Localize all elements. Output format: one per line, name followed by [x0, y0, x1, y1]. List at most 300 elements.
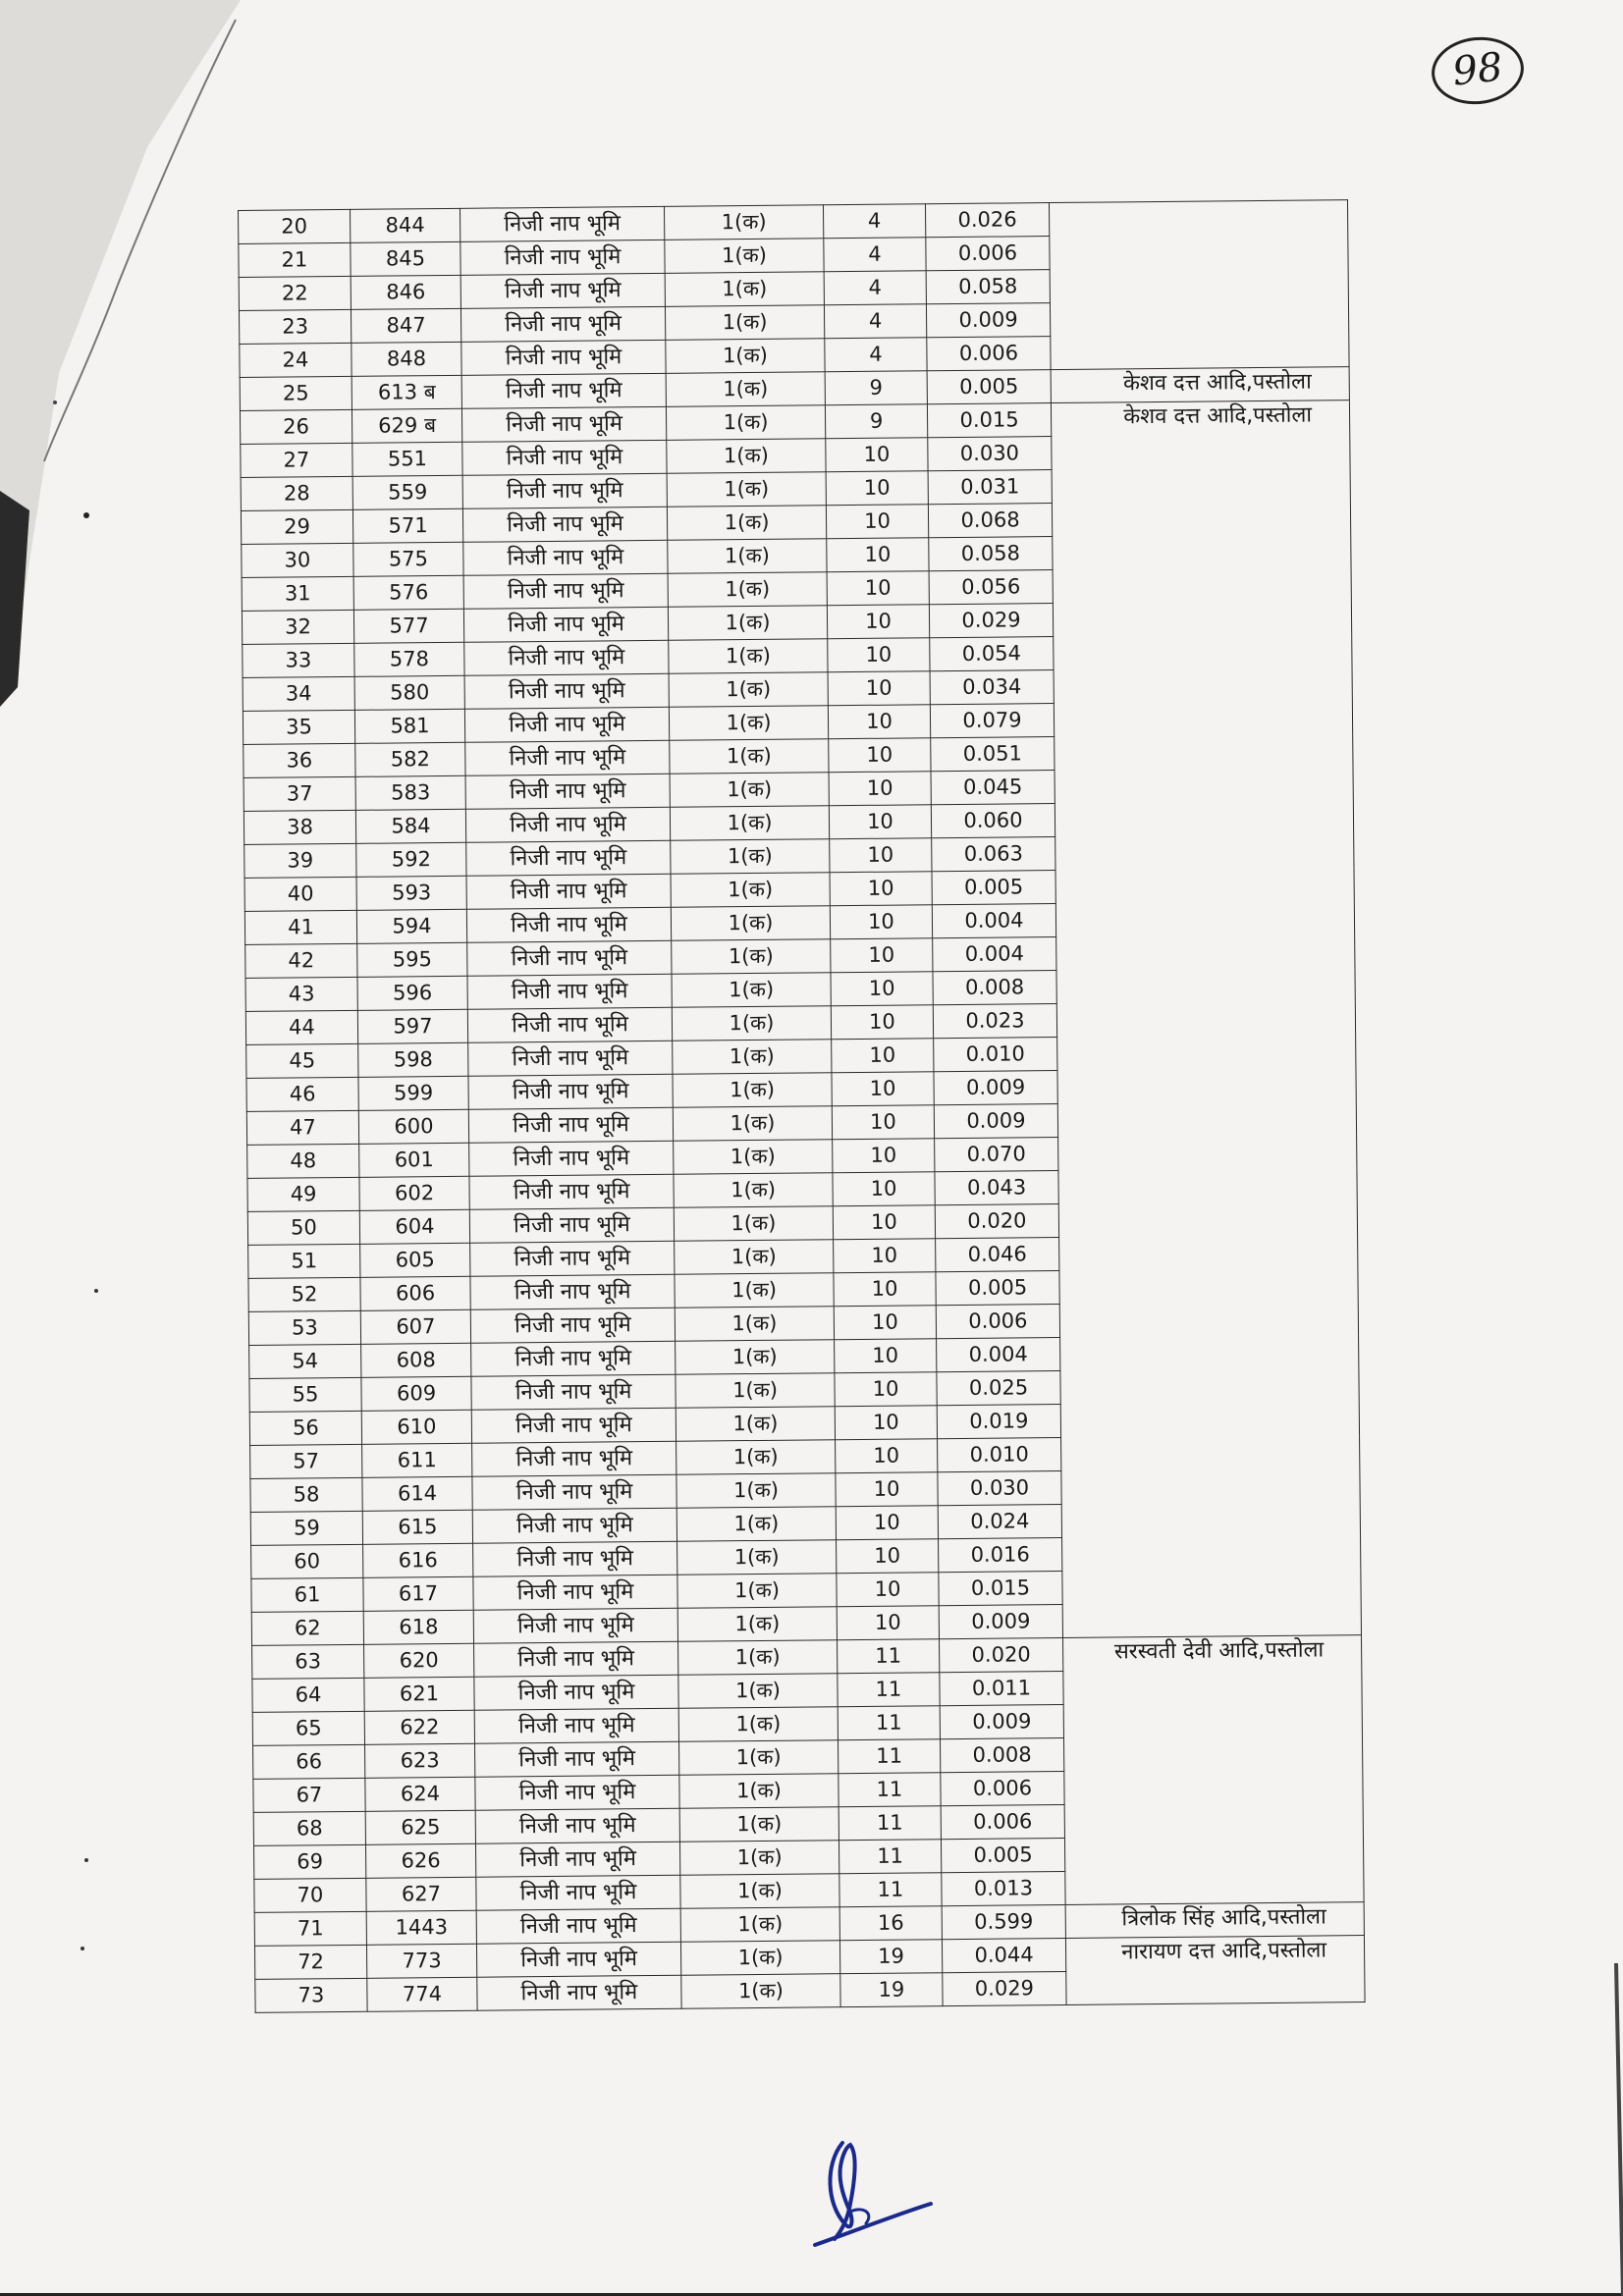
land-type-cell: निजी नाप भूमि — [468, 1107, 673, 1143]
part-cell: 10 — [826, 471, 928, 506]
class-cell: 1(क) — [667, 472, 826, 507]
plot-number-cell: 607 — [360, 1309, 470, 1344]
class-cell: 1(क) — [677, 1574, 837, 1609]
class-cell: 1(क) — [676, 1507, 836, 1542]
class-cell: 1(क) — [673, 1106, 832, 1142]
land-type-cell: निजी नाप भूमि — [461, 373, 666, 408]
part-cell: 10 — [835, 1406, 937, 1440]
part-cell: 19 — [840, 1973, 943, 2007]
area-cell: 0.023 — [933, 1004, 1056, 1039]
area-cell: 0.016 — [939, 1538, 1062, 1573]
area-cell: 0.051 — [931, 737, 1055, 772]
class-cell: 1(क) — [679, 1807, 839, 1842]
land-type-cell: निजी नाप भूमि — [471, 1408, 676, 1443]
plot-number-cell: 580 — [354, 675, 464, 710]
serial-cell: 70 — [254, 1878, 366, 1912]
plot-number-cell: 602 — [359, 1176, 469, 1210]
plot-number-cell: 604 — [359, 1209, 469, 1244]
serial-cell: 21 — [239, 242, 351, 277]
area-cell: 0.013 — [942, 1871, 1065, 1905]
class-cell: 1(क) — [668, 539, 827, 574]
serial-cell: 22 — [239, 276, 351, 310]
serial-cell: 73 — [255, 1978, 367, 2012]
area-cell: 0.026 — [925, 203, 1049, 238]
area-cell: 0.005 — [936, 1271, 1059, 1306]
area-cell: 0.056 — [929, 570, 1053, 605]
part-cell: 10 — [827, 538, 929, 572]
area-cell: 0.005 — [941, 1838, 1064, 1872]
serial-cell: 48 — [247, 1144, 359, 1178]
serial-cell: 51 — [248, 1244, 360, 1278]
serial-cell: 59 — [250, 1511, 362, 1545]
area-cell: 0.008 — [940, 1737, 1063, 1772]
serial-cell: 53 — [248, 1310, 360, 1345]
plot-number-cell: 599 — [358, 1076, 468, 1110]
plot-number-cell: 610 — [361, 1410, 471, 1444]
class-cell: 1(क) — [678, 1707, 838, 1742]
area-cell: 0.030 — [928, 437, 1052, 471]
serial-cell: 71 — [254, 1911, 366, 1946]
class-cell: 1(क) — [673, 1040, 832, 1075]
class-cell: 1(क) — [671, 906, 830, 941]
class-cell: 1(क) — [673, 1073, 832, 1108]
serial-cell: 37 — [243, 776, 355, 811]
serial-cell: 44 — [245, 1010, 357, 1044]
land-type-cell: निजी नाप भूमि — [463, 573, 668, 609]
class-cell: 1(क) — [677, 1540, 837, 1575]
serial-cell: 56 — [249, 1411, 361, 1445]
part-cell: 4 — [824, 238, 926, 272]
land-type-cell: निजी नाप भूमि — [475, 1808, 679, 1843]
class-cell: 1(क) — [676, 1407, 835, 1442]
land-type-cell: निजी नाप भूमि — [464, 673, 669, 709]
part-cell: 4 — [825, 338, 927, 372]
class-cell: 1(क) — [676, 1373, 835, 1409]
land-type-cell: निजी नाप भूमि — [461, 340, 666, 375]
class-cell: 1(क) — [676, 1440, 836, 1475]
plot-number-cell: 598 — [358, 1042, 468, 1077]
class-cell: 1(क) — [667, 506, 826, 541]
land-type-cell: निजी नाप भूमि — [471, 1341, 676, 1376]
plot-number-cell: 1443 — [366, 1910, 476, 1945]
plot-number-cell: 618 — [363, 1610, 473, 1644]
part-cell: 10 — [833, 1139, 935, 1173]
part-cell: 10 — [828, 671, 930, 706]
land-type-cell: निजी नाप भूमि — [460, 240, 665, 275]
class-cell: 1(क) — [675, 1307, 834, 1342]
part-cell: 11 — [839, 1840, 941, 1874]
class-cell: 1(क) — [675, 1240, 834, 1275]
land-type-cell: निजी नाप भूमि — [460, 273, 665, 308]
part-cell: 10 — [829, 772, 931, 806]
part-cell: 10 — [832, 1105, 934, 1140]
class-cell: 1(क) — [671, 839, 830, 875]
land-type-cell: निजी नाप भूमि — [474, 1675, 678, 1710]
serial-cell: 20 — [239, 209, 351, 243]
part-cell: 10 — [836, 1472, 938, 1507]
land-record-table — [238, 199, 1366, 2013]
serial-cell: 50 — [247, 1210, 359, 1245]
class-cell: 1(क) — [680, 1874, 839, 1909]
land-type-cell: निजी नाप भूमि — [464, 640, 669, 675]
signature — [805, 2125, 943, 2253]
class-cell: 1(क) — [680, 1941, 839, 1976]
part-cell: 9 — [825, 371, 927, 405]
land-type-cell: निजी नाप भूमि — [476, 1875, 680, 1910]
part-cell: 11 — [839, 1806, 941, 1841]
part-cell: 9 — [825, 404, 927, 439]
class-cell: 1(क) — [678, 1640, 838, 1676]
part-cell: 10 — [834, 1272, 936, 1307]
area-cell: 0.005 — [927, 370, 1051, 404]
plot-number-cell: 629 ब — [352, 408, 461, 443]
part-cell: 10 — [827, 571, 929, 606]
class-cell: 1(क) — [674, 1206, 833, 1242]
land-type-cell: निजी नाप भूमि — [470, 1241, 675, 1276]
serial-cell: 34 — [243, 676, 354, 711]
serial-cell: 41 — [244, 910, 356, 944]
area-cell: 0.006 — [941, 1771, 1064, 1805]
land-record-sheet — [238, 199, 1365, 2098]
area-cell: 0.034 — [930, 670, 1054, 705]
class-cell: 1(क) — [666, 339, 825, 374]
part-cell: 19 — [839, 1940, 942, 1974]
plot-number-cell: 581 — [354, 709, 464, 743]
area-cell: 0.009 — [934, 1071, 1057, 1105]
area-cell: 0.063 — [932, 837, 1055, 872]
serial-cell: 33 — [243, 643, 354, 677]
owner-cell — [1049, 200, 1349, 370]
land-type-cell: निजी नाप भूमि — [476, 1908, 680, 1944]
plot-number-cell: 584 — [355, 809, 465, 843]
area-cell: 0.030 — [938, 1471, 1061, 1506]
land-type-cell: निजी नाप भूमि — [463, 607, 668, 642]
plot-number-cell: 624 — [365, 1777, 475, 1811]
area-cell: 0.025 — [937, 1371, 1060, 1406]
serial-cell: 52 — [248, 1277, 360, 1311]
land-type-cell: निजी नाप भूमि — [460, 306, 665, 342]
plot-number-cell: 614 — [362, 1476, 472, 1511]
class-cell: 1(क) — [669, 706, 828, 741]
serial-cell: 26 — [240, 409, 352, 444]
serial-cell: 35 — [243, 710, 354, 744]
land-type-cell: निजी नाप भूमि — [466, 874, 671, 909]
table-body — [239, 200, 1366, 2013]
serial-cell: 55 — [249, 1377, 361, 1412]
part-cell: 10 — [834, 1306, 936, 1340]
class-cell: 1(क) — [681, 1974, 840, 2009]
area-cell: 0.045 — [931, 771, 1055, 805]
part-cell: 10 — [831, 1005, 933, 1040]
plot-number-cell: 611 — [362, 1443, 472, 1477]
part-cell: 11 — [838, 1673, 940, 1707]
serial-cell: 38 — [243, 810, 355, 844]
area-cell: 0.006 — [927, 337, 1051, 371]
land-type-cell: निजी नाप भूमि — [470, 1308, 675, 1343]
class-cell: 1(क) — [668, 606, 827, 641]
class-cell: 1(क) — [678, 1674, 838, 1709]
plot-number-cell: 620 — [364, 1643, 474, 1678]
class-cell: 1(क) — [672, 1006, 831, 1041]
plot-number-cell: 626 — [365, 1843, 475, 1878]
part-cell: 10 — [835, 1339, 937, 1373]
class-cell: 1(क) — [679, 1841, 839, 1876]
serial-cell: 63 — [252, 1644, 364, 1679]
part-cell: 10 — [830, 905, 932, 939]
part-cell: 10 — [831, 938, 933, 973]
part-cell: 10 — [835, 1372, 937, 1407]
class-cell: 1(क) — [664, 205, 823, 240]
class-cell: 1(क) — [677, 1607, 837, 1642]
area-cell: 0.020 — [935, 1204, 1058, 1239]
plot-number-cell: 774 — [367, 1977, 477, 2011]
page-number: 98 — [1429, 32, 1528, 108]
serial-cell: 46 — [246, 1077, 358, 1111]
part-cell: 10 — [826, 505, 928, 539]
plot-number-cell: 551 — [352, 442, 462, 476]
area-cell: 0.011 — [940, 1671, 1063, 1705]
plot-number-cell: 594 — [356, 909, 466, 943]
area-cell: 0.004 — [933, 937, 1056, 972]
land-type-cell: निजी नाप भूमि — [477, 1975, 681, 2010]
land-type-cell: निजी नाप भूमि — [472, 1441, 676, 1476]
area-cell: 0.004 — [937, 1338, 1060, 1372]
area-cell: 0.009 — [939, 1605, 1062, 1639]
land-type-cell: निजी नाप भूमि — [468, 1074, 673, 1109]
land-type-cell: निजी नाप भूमि — [472, 1474, 676, 1510]
plot-number-cell: 622 — [364, 1710, 474, 1744]
land-type-cell: निजी नाप भूमि — [461, 406, 666, 442]
plot-number-cell: 577 — [353, 609, 463, 643]
area-cell: 0.044 — [942, 1938, 1065, 1972]
serial-cell: 39 — [244, 843, 356, 878]
plot-number-cell: 575 — [353, 542, 463, 576]
class-cell: 1(क) — [680, 1907, 839, 1943]
land-type-cell: निजी नाप भूमि — [474, 1641, 678, 1677]
class-cell: 1(क) — [674, 1140, 833, 1175]
area-cell: 0.599 — [942, 1904, 1065, 1939]
part-cell: 10 — [837, 1573, 939, 1607]
land-type-cell: निजी नाप भूमि — [467, 940, 672, 976]
part-cell: 10 — [829, 805, 931, 839]
plot-number-cell: 623 — [365, 1743, 475, 1778]
area-cell: 0.024 — [938, 1505, 1061, 1539]
owner-cell: नारायण दत्त आदि,पस्तोला — [1065, 1936, 1365, 2005]
area-cell: 0.015 — [939, 1572, 1062, 1606]
serial-cell: 64 — [252, 1678, 364, 1712]
serial-cell: 29 — [241, 509, 352, 544]
class-cell: 1(क) — [666, 372, 825, 407]
part-cell: 10 — [836, 1506, 938, 1540]
part-cell: 10 — [828, 705, 930, 739]
area-cell: 0.043 — [935, 1171, 1058, 1205]
plot-number-cell: 592 — [356, 842, 466, 877]
serial-cell: 49 — [247, 1177, 359, 1211]
land-type-cell: निजी नाप भूमि — [476, 1942, 680, 1977]
land-type-cell: निजी नाप भूमि — [475, 1842, 679, 1877]
land-type-cell: निजी नाप भूमि — [475, 1775, 679, 1810]
part-cell: 10 — [827, 605, 929, 639]
serial-cell: 43 — [245, 977, 357, 1011]
plot-number-cell: 773 — [366, 1944, 476, 1978]
class-cell: 1(क) — [668, 572, 827, 608]
area-cell: 0.010 — [938, 1438, 1061, 1472]
serial-cell: 24 — [240, 343, 352, 377]
plot-number-cell: 595 — [357, 942, 467, 977]
plot-number-cell: 608 — [361, 1343, 471, 1377]
part-cell: 10 — [836, 1439, 938, 1473]
serial-cell: 30 — [242, 543, 353, 577]
part-cell: 10 — [831, 972, 933, 1006]
plot-number-cell: 571 — [352, 508, 462, 543]
plot-number-cell: 613 ब — [352, 375, 461, 409]
part-cell: 10 — [834, 1239, 936, 1273]
part-cell: 11 — [838, 1706, 940, 1740]
plot-number-cell: 845 — [351, 241, 460, 276]
area-cell: 0.008 — [933, 971, 1056, 1005]
area-cell: 0.079 — [930, 704, 1054, 738]
land-type-cell: निजी नाप भूमि — [473, 1541, 677, 1576]
area-cell: 0.006 — [926, 237, 1050, 271]
serial-cell: 32 — [242, 610, 353, 644]
part-cell: 10 — [837, 1539, 939, 1574]
land-type-cell: निजी नाप भूमि — [466, 840, 671, 876]
plot-number-cell: 616 — [363, 1543, 473, 1577]
serial-cell: 28 — [241, 476, 352, 510]
part-cell: 10 — [833, 1205, 935, 1240]
part-cell: 10 — [828, 638, 930, 672]
plot-number-cell: 627 — [366, 1877, 476, 1911]
land-type-cell: निजी नाप भूमि — [475, 1741, 679, 1777]
serial-cell: 62 — [251, 1611, 363, 1645]
area-cell: 0.060 — [931, 804, 1055, 838]
area-cell: 0.009 — [926, 303, 1050, 338]
class-cell: 1(क) — [665, 305, 824, 341]
serial-cell: 31 — [242, 576, 353, 611]
plot-number-cell: 617 — [363, 1576, 473, 1611]
area-cell: 0.068 — [928, 504, 1052, 538]
area-cell: 0.058 — [929, 537, 1053, 571]
class-cell: 1(क) — [678, 1740, 838, 1776]
serial-cell: 47 — [246, 1110, 358, 1145]
plot-number-cell: 600 — [358, 1109, 468, 1144]
land-type-cell: निजी नाप भूमि — [462, 473, 667, 508]
land-type-cell: निजी नाप भूमि — [465, 774, 670, 809]
class-cell: 1(क) — [670, 773, 829, 808]
class-cell: 1(क) — [676, 1473, 836, 1509]
part-cell: 11 — [839, 1773, 941, 1807]
part-cell: 11 — [838, 1639, 940, 1674]
plot-number-cell: 583 — [355, 775, 465, 810]
part-cell: 11 — [839, 1873, 942, 1907]
land-type-cell: निजी नाप भूमि — [467, 1007, 672, 1042]
land-type-cell: निजी नाप भूमि — [472, 1508, 676, 1543]
serial-cell: 54 — [249, 1344, 361, 1378]
serial-cell: 25 — [240, 376, 352, 410]
plot-number-cell: 621 — [364, 1677, 474, 1711]
serial-cell: 60 — [251, 1544, 363, 1578]
land-type-cell: निजी नाप भूमि — [473, 1608, 677, 1643]
serial-cell: 27 — [241, 443, 352, 477]
land-type-cell: निजी नाप भूमि — [468, 1041, 673, 1076]
area-cell: 0.029 — [929, 604, 1053, 638]
land-type-cell: निजी नाप भूमि — [460, 206, 664, 241]
plot-number-cell: 847 — [351, 308, 460, 343]
area-cell: 0.009 — [940, 1704, 1063, 1738]
serial-cell: 72 — [254, 1945, 366, 1979]
plot-number-cell: 625 — [365, 1810, 475, 1844]
area-cell: 0.020 — [940, 1637, 1063, 1672]
plot-number-cell: 605 — [360, 1243, 470, 1277]
area-cell: 0.029 — [943, 1971, 1066, 2005]
area-cell: 0.009 — [934, 1104, 1057, 1139]
serial-cell: 69 — [253, 1844, 365, 1879]
class-cell: 1(क) — [669, 672, 828, 708]
class-cell: 1(क) — [674, 1173, 833, 1208]
area-cell: 0.005 — [932, 871, 1055, 905]
area-cell: 0.046 — [936, 1238, 1059, 1272]
serial-cell: 65 — [252, 1711, 364, 1745]
class-cell: 1(क) — [672, 939, 831, 975]
plot-number-cell: 848 — [352, 342, 461, 376]
class-cell: 1(क) — [665, 272, 824, 307]
owner-cell: केशव दत्त आदि,पस्तोला — [1051, 400, 1361, 1638]
plot-number-cell: 578 — [354, 642, 464, 676]
serial-cell: 61 — [251, 1577, 363, 1612]
land-type-cell: निजी नाप भूमि — [465, 740, 670, 775]
area-cell: 0.058 — [926, 270, 1050, 304]
area-cell: 0.070 — [935, 1138, 1058, 1172]
serial-cell: 68 — [253, 1811, 365, 1845]
class-cell: 1(क) — [670, 739, 829, 774]
serial-cell: 45 — [246, 1043, 358, 1078]
land-type-cell: निजी नाप भूमि — [463, 540, 668, 575]
land-type-cell: निजी नाप भूमि — [473, 1575, 677, 1610]
area-cell: 0.019 — [937, 1405, 1060, 1439]
plot-number-cell: 593 — [356, 876, 466, 910]
class-cell: 1(क) — [672, 973, 831, 1008]
land-type-cell: निजी नाप भूमि — [464, 707, 669, 742]
plot-number-cell: 844 — [350, 208, 460, 242]
part-cell: 11 — [838, 1739, 940, 1774]
serial-cell: 36 — [243, 743, 355, 777]
part-cell: 16 — [839, 1906, 942, 1941]
land-type-cell: निजी नाप भूमि — [469, 1207, 674, 1243]
class-cell: 1(क) — [666, 405, 825, 441]
area-cell: 0.006 — [941, 1804, 1064, 1839]
plot-number-cell: 606 — [360, 1276, 470, 1310]
area-cell: 0.031 — [928, 470, 1052, 505]
plot-number-cell: 601 — [359, 1143, 469, 1177]
area-cell: 0.054 — [930, 637, 1054, 671]
part-cell: 4 — [824, 271, 926, 305]
serial-cell: 67 — [253, 1778, 365, 1812]
part-cell: 10 — [826, 438, 928, 472]
land-type-cell: निजी नाप भूमि — [471, 1374, 676, 1410]
serial-cell: 23 — [239, 309, 351, 344]
part-cell: 10 — [829, 738, 931, 773]
land-type-cell: निजी नाप भूमि — [469, 1141, 674, 1176]
part-cell: 10 — [832, 1072, 934, 1106]
plot-number-cell: 596 — [357, 976, 467, 1010]
part-cell: 10 — [830, 838, 932, 873]
area-cell: 0.010 — [934, 1038, 1057, 1072]
part-cell: 10 — [833, 1172, 935, 1206]
class-cell: 1(क) — [679, 1774, 839, 1809]
plot-number-cell: 597 — [357, 1009, 467, 1043]
plot-number-cell: 846 — [351, 275, 460, 309]
land-type-cell: निजी नाप भूमि — [465, 807, 670, 842]
